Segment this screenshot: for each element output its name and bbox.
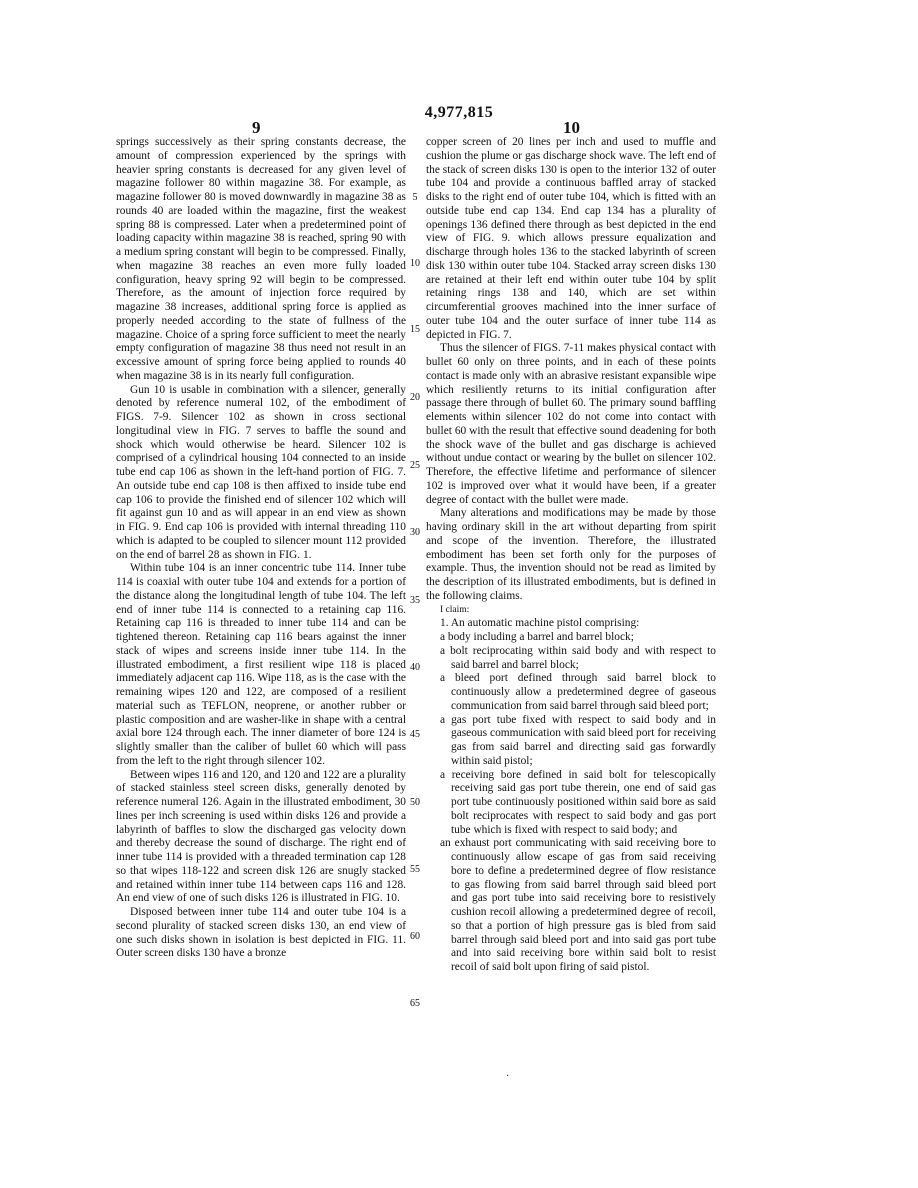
paragraph: Many alterations and modifications may be made by those having ordinary skill in the art without departing from spirit and scope of the invention. Therefore, the illustrated embodiment has been set forth only for the purposes of example. Thus, the invention should not be read as limited by the description of its illustrated embodiments, but is defined in the following claims. [426,507,716,602]
claim-element: a bolt reciprocating within said body and with respect to said barrel and barrel block; [440,644,716,671]
claim-intro: 1. An automatic machine pistol comprising: [440,617,640,630]
line-number: 30 [410,527,420,538]
stray-mark: · [506,1071,510,1082]
line-number: 5 [412,192,418,203]
line-number: 15 [410,324,420,335]
line-number: 65 [410,998,420,1009]
column-number-left: 9 [252,118,261,137]
line-number: 60 [410,931,420,942]
paragraph: Within tube 104 is an inner concentric tube 114. Inner tube 114 is coaxial with outer tube 104 and extends for a portion of the distance along the longitudinal length of tube 104. The left end of inner tube 114 is connected to a retaining cap 116. Retaining cap 116 is threaded to inner tube 114 and can be tightened thereon. Retaining cap 116 bears against the inner stack of wipes and screens inside inner tube 114. In the illustrated embodiment, a first resilient wipe 118 is placed immediately adjacent cap 116. Wipe 118, as is the case with the remaining wipes 120 and 122, are composed of a resilient material such as TEFLON, neoprene, or another rubber or plastic composition and are washer-like in shape with a central axial bore 124 through each. The inner diameter of bore 124 is slightly smaller than the caliber of bullet 60 which will pass from the left to the right through silencer 102. [116,562,406,767]
claim-element: a body including a barrel and barrel block; [440,631,634,643]
column-number-right: 10 [563,118,580,137]
paragraph: Disposed between inner tube 114 and outer tube 104 is a second plurality of stacked screen disks 130, an end view of one such disks shown in isolation is best depicted in FIG. 11. Outer screen disks 130 have a bronze [116,906,406,960]
claim-element: a receiving bore defined in said bolt for telescopically receiving said gas port tube therein, one end of said gas port tube continuously positioned within said bore as said bolt reciprocates with respect to said body and gas port tube which is fixed with respect to said body; and [440,768,716,836]
paragraph: copper screen of 20 lines per inch and used to muffle and cushion the plume or gas discharge shock wave. The left end of the stack of screen disks 130 is open to the interior 132 of outer tube 104 and provide a continuous baffled array of stacked disks to the right end of outer tube 104, which is fitted with an outside tube end cap 134. End cap 134 has a plurality of openings 136 defined there through as best depicted in the end view of FIG. 9. which allows pressure equalization and discharge through holes 136 to the stacked labyrinth of screen disk 130 within outer tube 104. Stacked array screen disks 130 are retained at their left end within outer tube 104 by split retaining rings 138 and 140, which are set within circumferential grooves machined into the inner surface of outer tube 104 and the outer surface of inner tube 114 as depicted in FIG. 7. [426,136,716,341]
line-number: 20 [410,392,420,403]
line-number: 25 [410,460,420,471]
paragraph: Between wipes 116 and 120, and 120 and 122 are a plurality of stacked stainless steel screen disks, generally denoted by reference numeral 126. Again in the illustrated embodiment, 30 lines per inch screening is used within disks 126 and provide a labyrinth of baffles to slow the discharged gas velocity down and thereby decrease the sound of discharge. The right end of inner tube 114 is provided with a threaded termination cap 128 so that wipes 118-122 and screen disk 126 are snugly stacked and retained within inner tube 114 between caps 116 and 128. An end view of one of such disks 126 is illustrated in FIG. 10. [116,768,406,905]
claim-element: an exhaust port communicating with said receiving bore to continuously allow escape of gas from said receiving bore to define a predetermined degree of flow resistance to gas flowing from said barrel through said bleed port and gas port tube into said receiving bore to resistively cushion recoil allowing a predetermined degree of recoil, so that a portion of high pressure gas is bled from said barrel through said bleed port and into said gas port tube and into said receiving bore within said bolt to resist recoil of said bolt upon firing of said pistol. [440,837,716,973]
line-number: 10 [410,258,420,269]
line-number: 50 [410,797,420,808]
line-number: 40 [410,662,420,673]
claims-header: I claim: [440,604,470,615]
paragraph: Thus the silencer of FIGS. 7-11 makes physical contact with bullet 60 only on three points, and in each of these points contact is made only with an abrasive resistant expansible wipe which resiliently returns to its initial configuration after passage there through of bullet 60. The primary sound baffling elements within silencer 102 do not come into contact with bullet 60 with the result that effective sound deadening for both the shock wave of the bullet and gas discharge is achieved without undue contact or wearing by the bullet on silencer 102. Therefore, the effective lifetime and performance of silencer 102 is improved over what it would have been, if a greater degree of contact with the bullet were made. [426,342,716,506]
line-number: 45 [410,729,420,740]
paragraph: Gun 10 is usable in combination with a silencer, generally denoted by reference numeral 102, of the embodiment of FIGS. 7-9. Silencer 102 as shown in cross sectional longitudinal view in FIG. 7 serves to baffle the sound and shock which would otherwise be heard. Silencer 102 is comprised of a cylindrical housing 104 connected to an inside tube end cap 106 as shown in the left-hand portion of FIG. 7. An outside tube end cap 108 is then affixed to inside tube end cap 106 to provide the finished end of silencer 102 which will fit against gun 10 and as will appear in an end view as shown in FIG. 9. End cap 106 is provided with internal threading 110 which is adapted to be coupled to silencer mount 112 provided on the end of barrel 28 as shown in FIG. 1. [116,383,406,561]
left-text-column [116,136,406,961]
claim-element: a bleed port defined through said barrel block to continuously allow a predetermined degree of gaseous communication from said barrel through said bleed port; [440,672,716,712]
paragraph: springs successively as their spring constants decrease, the amount of compression experienced by the springs with heavier spring constants is decreased for any given level of magazine follower 80 within magazine 38. For example, as magazine follower 80 is moved downwardly in magazine 38 as rounds 40 are loaded within the magazine, first the weakest spring 88 is compressed. Later when a predetermined point of loading capacity within magazine 38 is reached, spring 90 with a medium spring constant will begin to be compressed. Finally, when magazine 38 reaches an even more fully loaded configuration, heavy spring 92 will begin to be compressed. Therefore, as the amount of injection force required by magazine 38 increases, additional spring force is applied as properly needed according to the state of fullness of the magazine. Choice of a spring force sufficient to meet the nearly empty configuration of magazine 38 thus need not result in an excessive amount of spring force being applied to rounds 40 when magazine 38 is in its nearly full configuration. [116,136,406,382]
claim-element: a gas port tube fixed with respect to said body and in gaseous communication with said bleed port for receiving gas from said barrel and directing said gas forwardly within said pistol; [440,713,716,767]
line-number: 35 [410,595,420,606]
right-text-column [426,136,716,975]
patent-number: 4,977,815 [424,104,494,121]
line-number: 55 [410,864,420,875]
